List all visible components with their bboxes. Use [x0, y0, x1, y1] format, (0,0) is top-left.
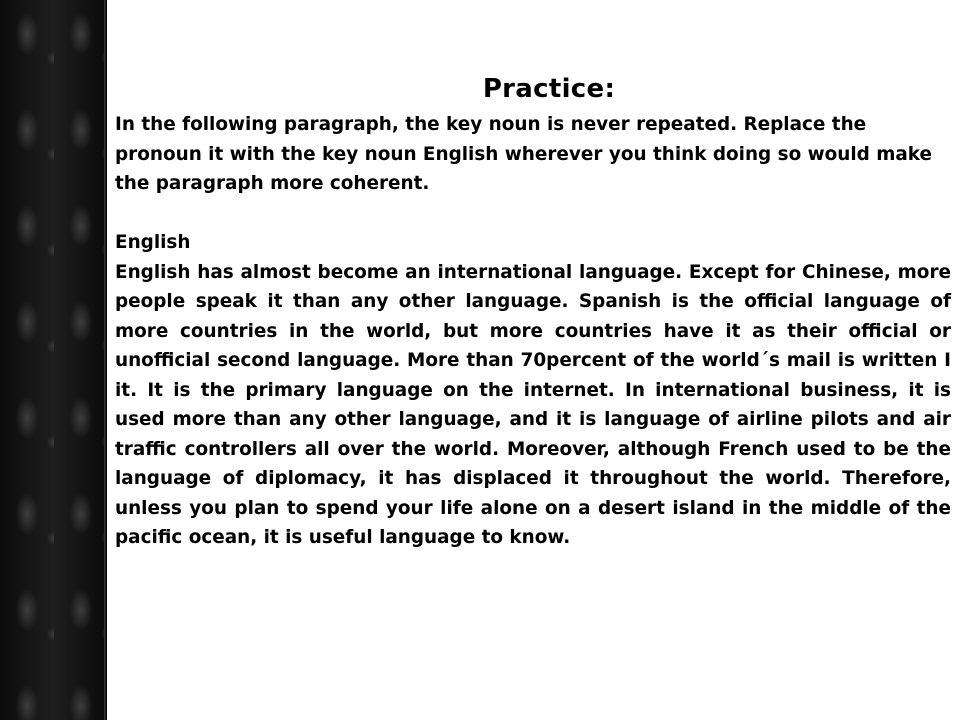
slide-title: Practice: — [482, 74, 616, 104]
passage-text: English has almost become an international language. Except for Chinese, more people speak it than any other language. Spanish is the official language of more countries in the world, but more countries have it as their official or unofficial second language. More than 70percent of the world´s mail is written I it. It is the primary language on the internet. In international business, it is used more than any other language, and it is language of airline pilots and air traffic controllers all over the world. Moreover, although French used to be the language of diplomacy, it has displaced it throughout the world. Therefore, unless you plan to spend your life alone on a desert island in the middle of the pacific ocean, it is useful language to know. — [115, 261, 951, 548]
passage-heading: English — [115, 232, 191, 253]
instructions-text: In the following paragraph, the key noun is never repeated. Replace the pronoun it with the key noun English wherever you think doing so would make the paragraph more coherent. — [115, 114, 932, 194]
decorative-side-pattern — [0, 0, 107, 720]
slide-content — [115, 72, 951, 553]
